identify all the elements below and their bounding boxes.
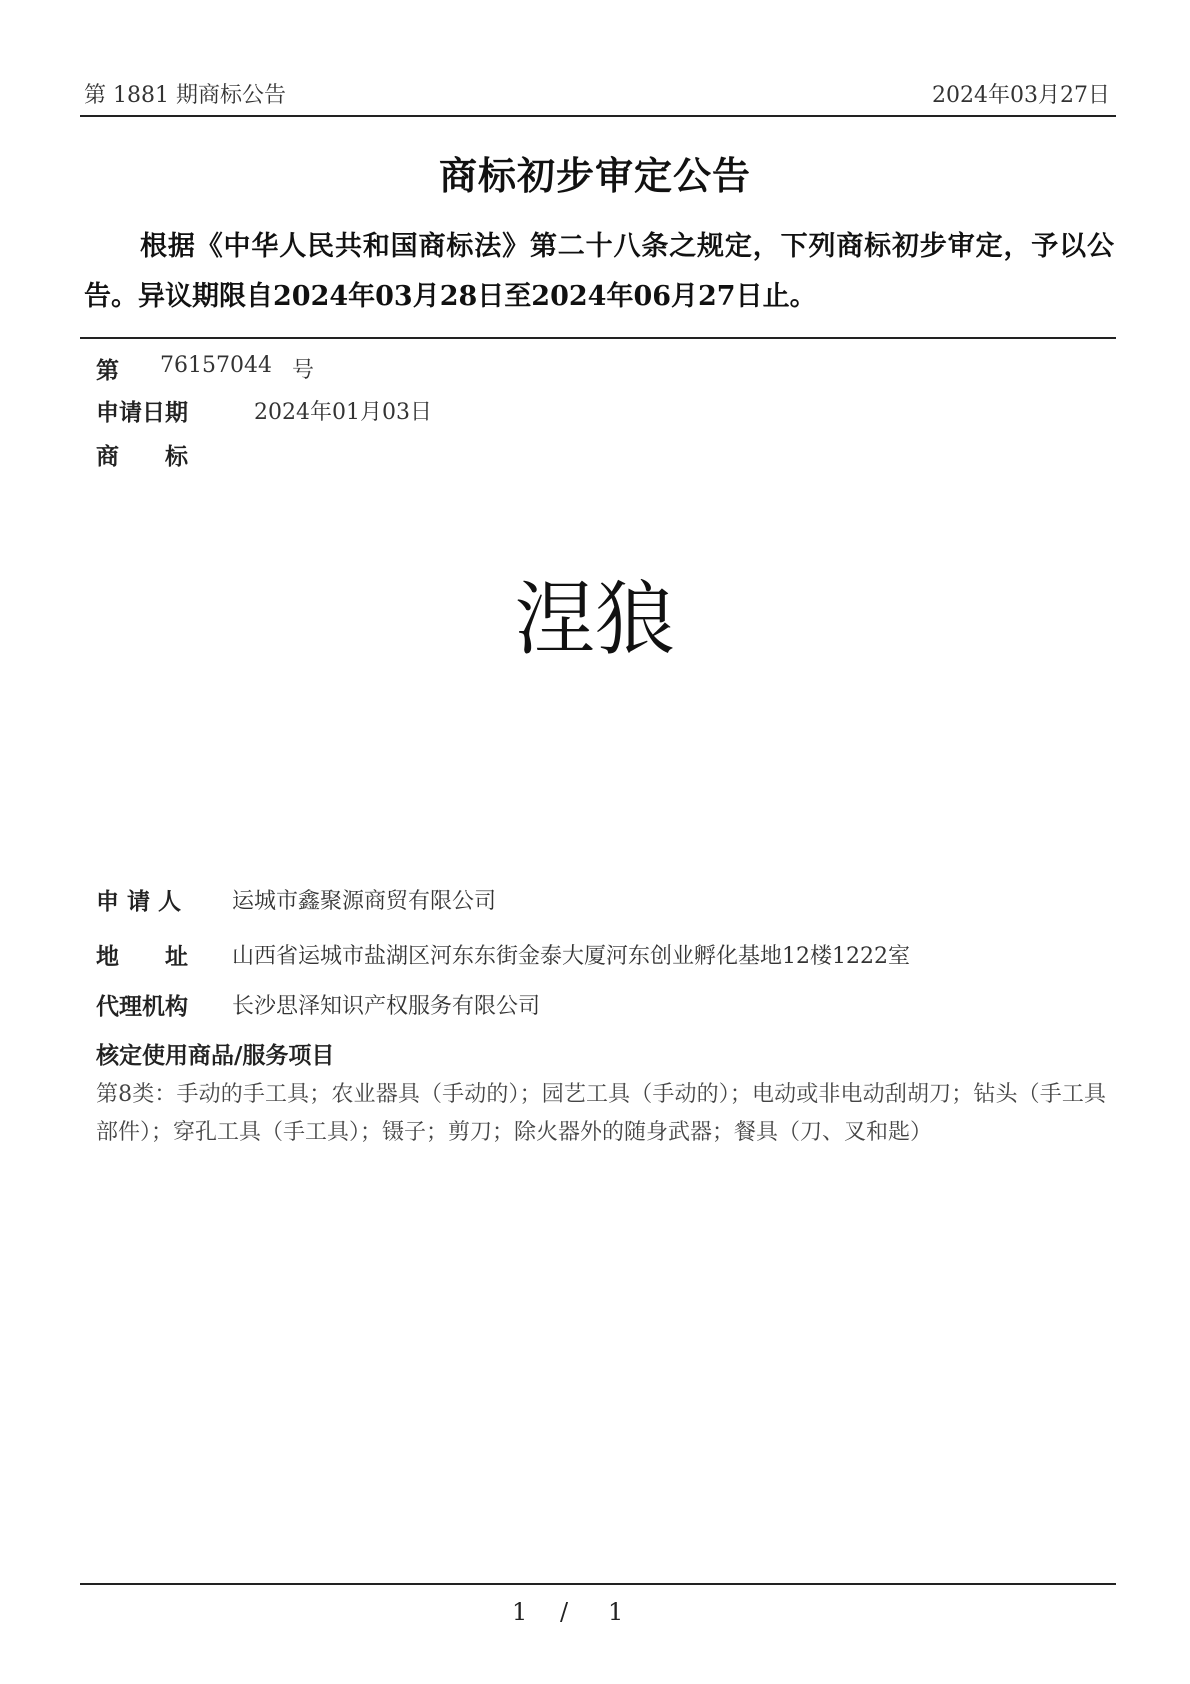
page-separator: /: [560, 1598, 569, 1626]
application-date: 2024年01月03日: [254, 400, 432, 425]
header-divider: [80, 115, 1116, 117]
issue-number: 第 1881 期商标公告: [84, 83, 286, 108]
section-divider: [80, 337, 1116, 339]
trademark-mark: 涅狼: [515, 573, 675, 666]
page-total: 1: [608, 1598, 624, 1626]
page-title: 商标初步审定公告: [438, 153, 751, 198]
page-number: 1: [512, 1598, 528, 1626]
goods-list: 第8类：手动的手工具；农业器具（手动的）；园艺工具（手动的）；电动或非电动刮胡刀；钻头（手工具部件）；穿孔工具（手工具）；镊子；剪刀；除火器外的随身武器；餐具（刀、叉和匙）: [96, 1082, 1106, 1145]
agent-label: 代理机构: [96, 993, 188, 1020]
applicant-name: 运城市鑫聚源商贸有限公司: [232, 889, 497, 914]
address-label: 地 址: [96, 943, 188, 970]
agent-name: 长沙思泽知识产权服务有限公司: [232, 994, 541, 1019]
application-date-label: 申请日期: [96, 399, 188, 426]
goods-label: 核定使用商品/服务项目: [96, 1042, 335, 1069]
trademark-label: 商 标: [96, 443, 188, 470]
applicant-label: 申 请 人: [96, 888, 182, 915]
registration-number: 76157044: [160, 353, 272, 378]
number-prefix: 第: [96, 357, 119, 384]
applicant-address: 山西省运城市盐湖区河东东街金泰大厦河东创业孵化基地12楼1222室: [232, 944, 910, 969]
footer-divider: [80, 1583, 1116, 1585]
announcement-intro: 根据《中华人民共和国商标法》第二十八条之规定，下列商标初步审定，予以公告。异议期限自2024年03月28日至2024年06月27日止。: [84, 231, 1114, 312]
number-suffix: 号: [292, 358, 315, 383]
issue-date: 2024年03月27日: [932, 83, 1110, 108]
